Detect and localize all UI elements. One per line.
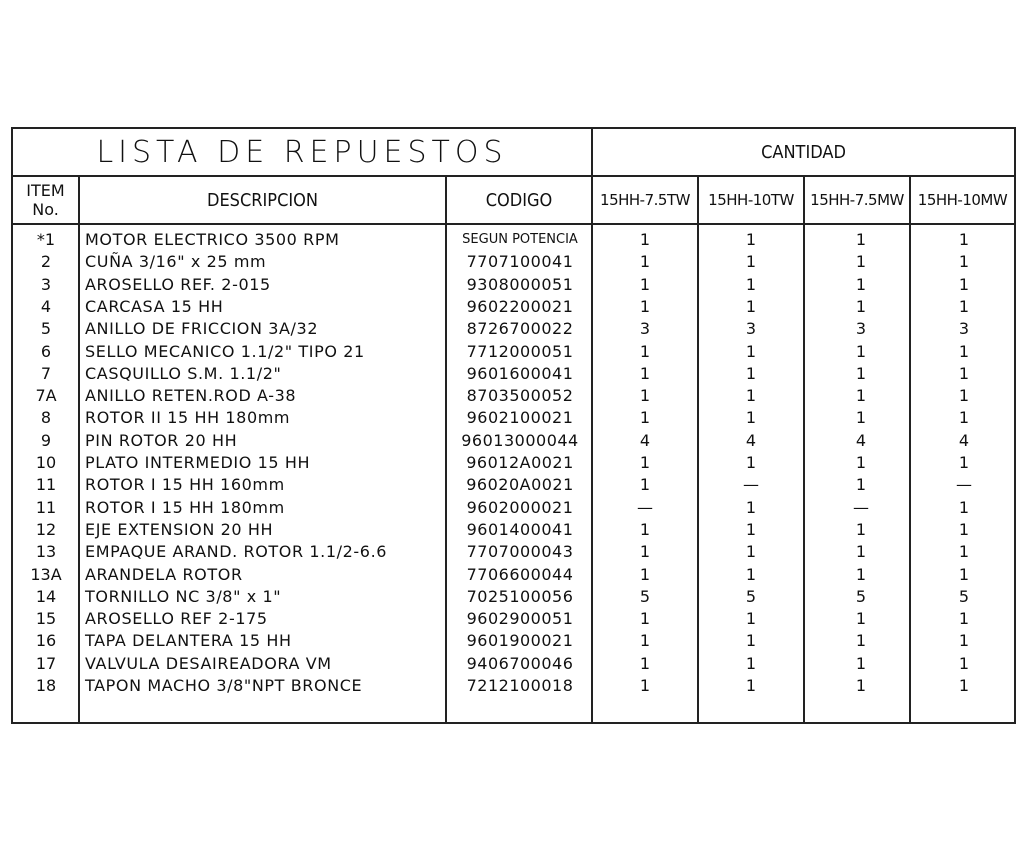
quantity-cell: 1 [745, 386, 757, 406]
quantity-cell: 1 [745, 363, 757, 383]
part-code: 9602000021 [466, 497, 574, 517]
table-row [13, 519, 1014, 541]
item-number: 15 [35, 609, 57, 629]
quantity-cell: 1 [855, 564, 867, 584]
item-number: 7 [40, 363, 52, 383]
quantity-cell: 1 [745, 497, 757, 517]
item-number: 13A [30, 564, 62, 584]
quantity-cell: 5 [639, 586, 651, 606]
item-number: 13 [35, 542, 57, 562]
part-code: 9602100021 [466, 408, 574, 428]
part-description: ROTOR II 15 HH 180mm [85, 408, 291, 428]
quantity-cell: 1 [958, 653, 970, 673]
quantity-cell: 1 [745, 453, 757, 472]
page-title: LISTA DE REPUESTOS [96, 134, 508, 170]
part-description: CARCASA 15 HH [85, 296, 224, 316]
part-description: PLATO INTERMEDIO 15 HH [85, 453, 311, 472]
model-header: 15HH-10TW [708, 191, 794, 209]
part-description: EJE EXTENSION 20 HH [85, 519, 274, 539]
part-code: 7212100018 [466, 676, 574, 695]
table-row [13, 385, 1014, 407]
quantity-cell: 1 [855, 453, 867, 472]
quantity-cell: 1 [745, 542, 757, 562]
quantity-cell: 1 [855, 252, 867, 272]
quantity-cell: 4 [958, 430, 970, 450]
part-code: 96020A0021 [466, 475, 574, 495]
part-code: 7707100041 [466, 252, 574, 272]
part-description: ARANDELA ROTOR [85, 564, 243, 584]
quantity-cell: 1 [639, 475, 651, 495]
quantity-cell: 1 [958, 609, 970, 629]
table-row [13, 541, 1014, 563]
quantity-cell: 1 [855, 631, 867, 651]
quantity-cell: 1 [639, 363, 651, 383]
quantity-cell: 1 [855, 475, 867, 495]
quantity-cell: 1 [958, 341, 970, 361]
table-row [13, 363, 1014, 385]
part-code: 7025100056 [466, 586, 574, 606]
quantity-cell: 1 [855, 230, 867, 249]
item-number: 9 [40, 430, 52, 450]
quantity-cell: 3 [639, 319, 651, 339]
quantity-cell: 1 [855, 408, 867, 428]
quantity-cell: 5 [855, 586, 867, 606]
table-row [13, 296, 1014, 318]
table-row [13, 274, 1014, 296]
quantity-cell: 1 [958, 363, 970, 383]
quantity-cell: — [743, 475, 759, 495]
parts-list-table [11, 127, 1016, 724]
quantity-cell: 1 [745, 631, 757, 651]
table-row [13, 653, 1014, 675]
quantity-cell: 1 [855, 363, 867, 383]
quantity-cell: 1 [958, 230, 970, 249]
model-header: 15HH-7.5TW [600, 191, 690, 209]
table-row [13, 318, 1014, 340]
quantity-cell: 1 [745, 519, 757, 539]
table-row [13, 430, 1014, 452]
part-code: 7712000051 [466, 341, 574, 361]
table-row [13, 675, 1014, 697]
item-number: 18 [35, 676, 57, 695]
part-code: 9602900051 [466, 609, 574, 629]
quantity-cell: 1 [958, 542, 970, 562]
part-code: 9601600041 [466, 363, 574, 383]
quantity-cell: 1 [745, 408, 757, 428]
part-description: ANILLO DE FRICCION 3A/32 [85, 319, 319, 339]
quantity-cell: 1 [639, 564, 651, 584]
part-description: CUÑA 3/16" x 25 mm [85, 252, 267, 272]
quantity-cell: 1 [745, 564, 757, 584]
quantity-cell: — [853, 497, 869, 517]
quantity-cell: 1 [639, 230, 651, 249]
item-number: 12 [35, 519, 57, 539]
table-row [13, 474, 1014, 496]
model-header: 15HH-7.5MW [810, 191, 904, 209]
quantity-cell: 1 [745, 341, 757, 361]
quantity-cell: — [956, 475, 972, 495]
item-number: 11 [35, 497, 57, 517]
part-description: ANILLO RETEN.ROD A-38 [85, 386, 297, 406]
quantity-cell: 1 [745, 274, 757, 294]
quantity-cell: 1 [639, 386, 651, 406]
part-code: 8726700022 [466, 319, 574, 339]
quantity-cell: 4 [639, 430, 651, 450]
part-description: ROTOR I 15 HH 160mm [85, 475, 285, 495]
quantity-cell: 1 [958, 519, 970, 539]
part-code: 96012A0021 [466, 453, 574, 472]
part-description: PIN ROTOR 20 HH [85, 430, 238, 450]
quantity-cell: 3 [958, 319, 970, 339]
description-header: DESCRIPCION [206, 189, 319, 211]
quantity-cell: 5 [745, 586, 757, 606]
part-description: ROTOR I 15 HH 180mm [85, 497, 285, 517]
quantity-cell: 3 [745, 319, 757, 339]
quantity-cell: 5 [958, 586, 970, 606]
table-row [13, 497, 1014, 519]
quantity-cell: 1 [745, 296, 757, 316]
part-description: TAPA DELANTERA 15 HH [85, 631, 292, 651]
part-code: 9406700046 [466, 653, 574, 673]
part-description: SELLO MECANICO 1.1/2" TIPO 21 [85, 341, 365, 361]
table-row [13, 452, 1014, 474]
quantity-cell: 1 [745, 252, 757, 272]
quantity-cell: 1 [745, 609, 757, 629]
part-code: 9601900021 [466, 631, 574, 651]
part-code: 9601400041 [466, 519, 574, 539]
quantity-cell: 1 [639, 519, 651, 539]
table-row [13, 564, 1014, 586]
item-number: 10 [35, 453, 57, 472]
item-header-line2: No. [32, 200, 59, 219]
quantity-cell: 1 [745, 653, 757, 673]
quantity-cell: 1 [958, 252, 970, 272]
quantity-cell: 1 [639, 653, 651, 673]
quantity-cell: 3 [855, 319, 867, 339]
quantity-cell: 1 [639, 609, 651, 629]
item-number: 2 [40, 252, 52, 272]
item-number: 3 [40, 274, 52, 294]
quantity-cell: 1 [855, 386, 867, 406]
quantity-cell: 4 [745, 430, 757, 450]
quantity-cell: 1 [855, 542, 867, 562]
part-code: 8703500052 [466, 386, 574, 406]
item-number: 16 [35, 631, 57, 651]
quantity-cell: 1 [958, 274, 970, 294]
item-number: 8 [40, 408, 52, 428]
table-row [13, 341, 1014, 363]
table-row [13, 630, 1014, 652]
code-header: CODIGO [485, 189, 553, 211]
quantity-cell: 1 [958, 676, 970, 695]
quantity-cell: 1 [639, 296, 651, 316]
part-code: 9602200021 [466, 296, 574, 316]
item-number: 5 [40, 319, 52, 339]
item-number: 6 [40, 341, 52, 361]
part-description: AROSELLO REF. 2-015 [85, 274, 271, 294]
quantity-cell: 1 [639, 542, 651, 562]
quantity-cell: 1 [958, 386, 970, 406]
quantity-cell: 1 [855, 676, 867, 695]
table-row [13, 608, 1014, 630]
quantity-cell: 1 [745, 230, 757, 249]
quantity-cell: 1 [958, 564, 970, 584]
part-description: TORNILLO NC 3/8" x 1" [85, 586, 282, 606]
quantity-header: CANTIDAD [761, 141, 846, 163]
quantity-cell: 1 [639, 676, 651, 695]
item-number: *1 [36, 230, 56, 249]
part-code: 7706600044 [466, 564, 574, 584]
item-number: 7A [35, 386, 57, 406]
quantity-cell: 1 [855, 341, 867, 361]
quantity-cell: 1 [639, 252, 651, 272]
quantity-cell: 1 [745, 676, 757, 695]
quantity-cell: 1 [639, 631, 651, 651]
part-code: 96013000044 [461, 430, 579, 450]
quantity-cell: 1 [958, 631, 970, 651]
part-description: AROSELLO REF 2-175 [85, 609, 268, 629]
part-description: CASQUILLO S.M. 1.1/2" [85, 363, 282, 383]
item-number: 17 [35, 653, 57, 673]
item-number: 14 [35, 586, 57, 606]
quantity-cell: — [637, 497, 653, 517]
item-number-header [13, 177, 78, 223]
quantity-cell: 1 [958, 296, 970, 316]
quantity-cell: 1 [855, 296, 867, 316]
quantity-cell: 1 [639, 408, 651, 428]
quantity-cell: 1 [855, 609, 867, 629]
part-code: SEGUN POTENCIA [462, 232, 578, 247]
quantity-cell: 1 [958, 408, 970, 428]
item-number: 4 [40, 296, 52, 316]
table-row [13, 229, 1014, 251]
quantity-cell: 1 [958, 497, 970, 517]
part-code: 7707000043 [466, 542, 574, 562]
part-description: EMPAQUE ARAND. ROTOR 1.1/2-6.6 [85, 542, 388, 562]
table-row [13, 407, 1014, 429]
table-row [13, 251, 1014, 273]
quantity-cell: 1 [639, 453, 651, 472]
quantity-cell: 1 [855, 653, 867, 673]
model-header: 15HH-10MW [917, 191, 1008, 209]
quantity-cell: 1 [855, 519, 867, 539]
quantity-cell: 1 [958, 453, 970, 472]
item-header-line1: ITEM [26, 181, 65, 200]
table-row [13, 586, 1014, 608]
item-number: 11 [35, 475, 57, 495]
part-description: MOTOR ELECTRICO 3500 RPM [85, 230, 340, 249]
part-description: VALVULA DESAIREADORA VM [85, 653, 332, 673]
quantity-cell: 1 [855, 274, 867, 294]
divider [13, 223, 1014, 225]
part-description: TAPON MACHO 3/8"NPT BRONCE [85, 676, 363, 695]
quantity-cell: 1 [639, 341, 651, 361]
quantity-cell: 4 [855, 430, 867, 450]
quantity-cell: 1 [639, 274, 651, 294]
part-code: 9308000051 [466, 274, 574, 294]
